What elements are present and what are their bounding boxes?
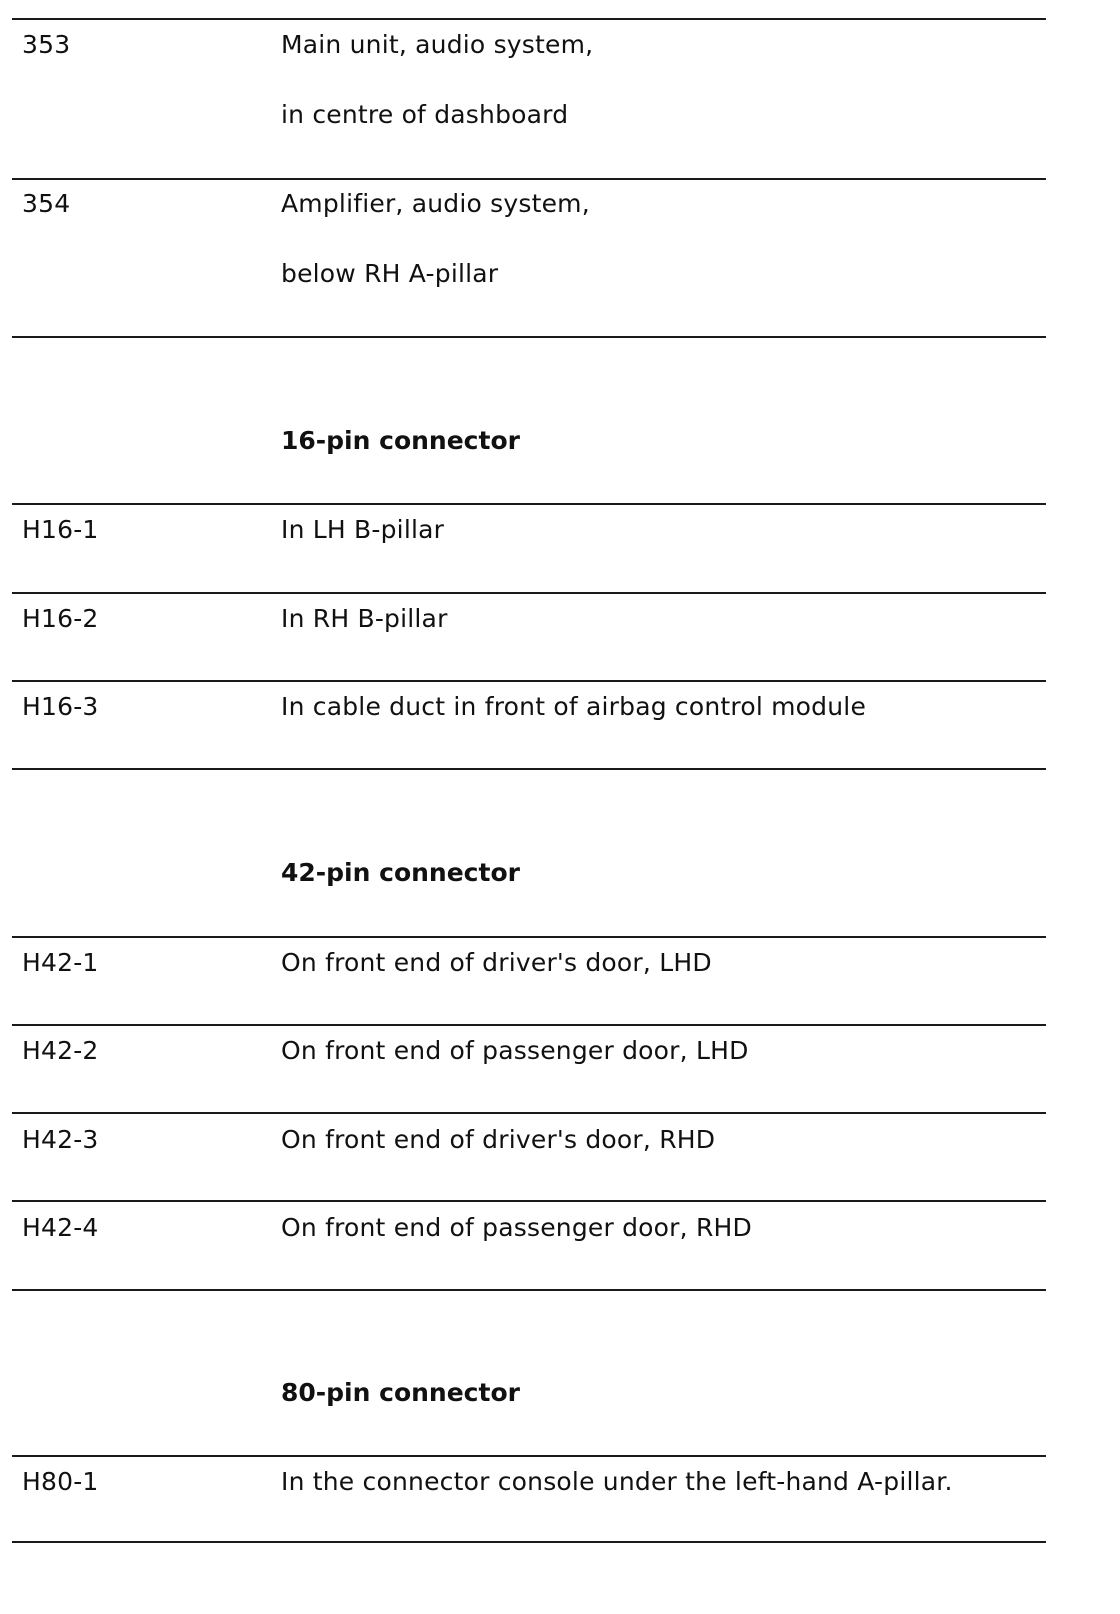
row-divider: [12, 1289, 1046, 1291]
row-description-continued: below RH A-pillar: [281, 259, 499, 288]
row-divider: [12, 178, 1046, 180]
row-description: In the connector console under the left-hand A-pillar.: [281, 1467, 953, 1496]
section-heading: 42-pin connector: [281, 858, 520, 887]
row-description: Main unit, audio system,: [281, 30, 594, 59]
row-code: H42-2: [22, 1036, 99, 1065]
row-code: H16-1: [22, 515, 99, 544]
row-divider: [12, 936, 1046, 938]
row-divider: [12, 592, 1046, 594]
row-divider: [12, 768, 1046, 770]
row-description: On front end of driver's door, RHD: [281, 1125, 716, 1154]
row-code: 354: [22, 189, 71, 218]
row-code: H42-1: [22, 948, 99, 977]
section-heading: 16-pin connector: [281, 426, 520, 455]
row-code: 353: [22, 30, 71, 59]
row-divider: [12, 1541, 1046, 1543]
row-divider: [12, 503, 1046, 505]
row-description: On front end of driver's door, LHD: [281, 948, 712, 977]
row-divider: [12, 1455, 1046, 1457]
section-heading: 80-pin connector: [281, 1378, 520, 1407]
row-divider: [12, 18, 1046, 20]
row-description: Amplifier, audio system,: [281, 189, 590, 218]
row-divider: [12, 680, 1046, 682]
row-divider: [12, 1112, 1046, 1114]
row-code: H80-1: [22, 1467, 99, 1496]
row-code: H42-4: [22, 1213, 99, 1242]
row-description: On front end of passenger door, RHD: [281, 1213, 752, 1242]
row-description: On front end of passenger door, LHD: [281, 1036, 749, 1065]
row-description: In LH B-pillar: [281, 515, 445, 544]
row-code: H42-3: [22, 1125, 99, 1154]
row-divider: [12, 1024, 1046, 1026]
row-divider: [12, 336, 1046, 338]
row-description: In cable duct in front of airbag control module: [281, 692, 867, 721]
row-code: H16-2: [22, 604, 99, 633]
row-description: In RH B-pillar: [281, 604, 448, 633]
row-description-continued: in centre of dashboard: [281, 100, 569, 129]
row-code: H16-3: [22, 692, 99, 721]
row-divider: [12, 1200, 1046, 1202]
